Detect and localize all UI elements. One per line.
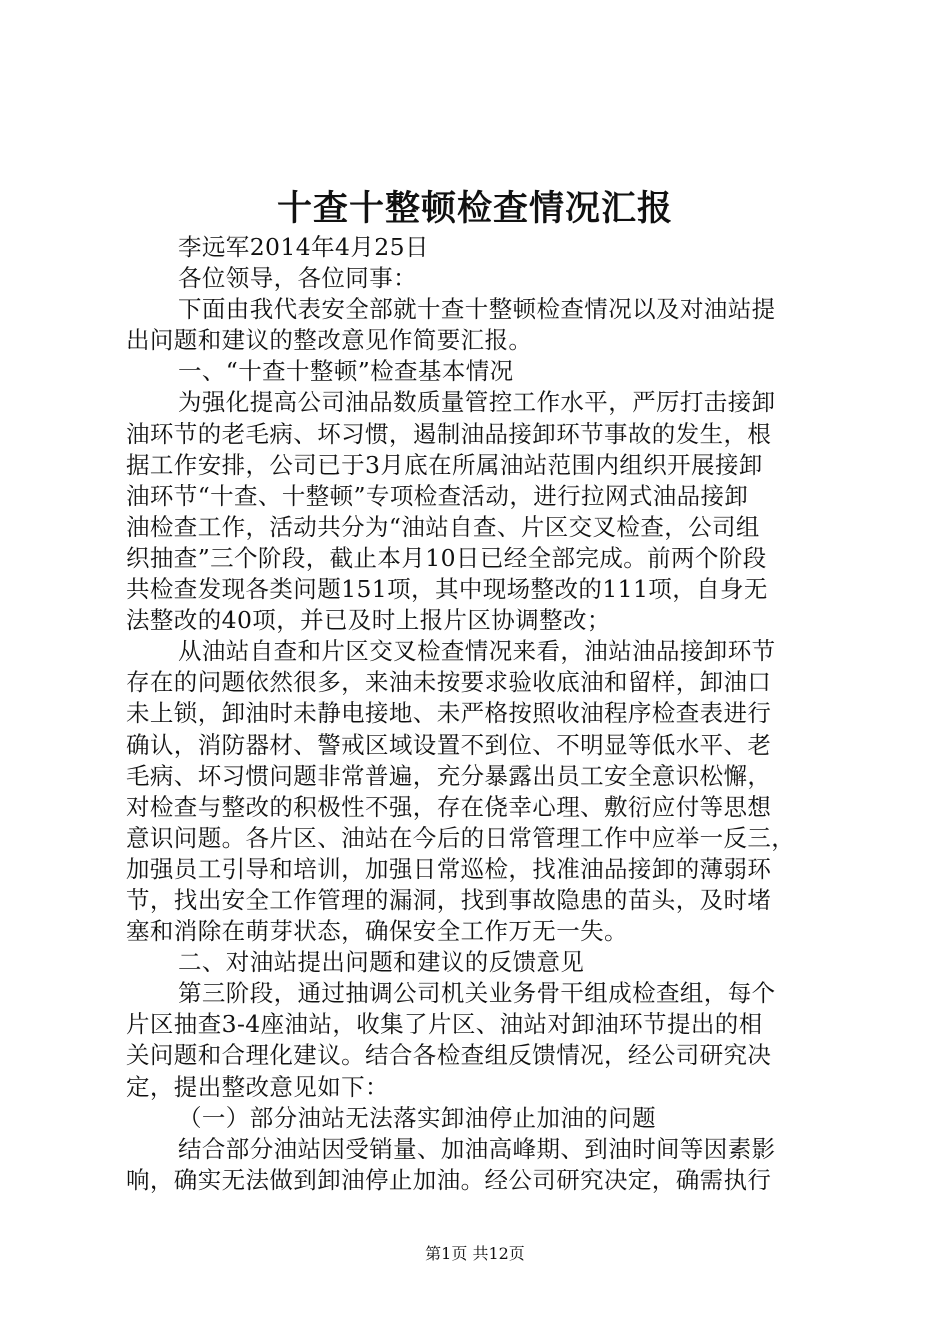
text-line: 结合部分油站因受销量、加油高峰期、到油时间等因素影 <box>178 1134 776 1163</box>
text-line: 油环节的老毛病、坏习惯，遏制油品接卸环节事故的发生，根 <box>126 419 772 448</box>
text-line: 对检查与整改的积极性不强，存在侥幸心理、敷衍应付等思想 <box>126 792 772 821</box>
text-line: 未上锁，卸油时未静电接地、未严格按照收油程序检查表进行 <box>126 699 772 728</box>
text-line: 李远军2014年4月25日 <box>178 233 429 261</box>
text-line: （一）部分油站无法落实卸油停止加油的问题 <box>178 1103 656 1132</box>
text-line: 从油站自查和片区交叉检查情况来看，油站油品接卸环节 <box>178 637 776 666</box>
text-line: 片区抽查3-4座油站，收集了片区、油站对卸油环节提出的相 <box>126 1010 763 1039</box>
text-line: 第三阶段，通过抽调公司机关业务骨干组成检查组，每个 <box>178 979 776 1008</box>
text-line: 一、“十查十整顿”检查基本情况 <box>178 357 514 386</box>
text-line: 各位领导，各位同事： <box>178 264 417 293</box>
text-line: 加强员工引导和培训，加强日常巡检，找准油品接卸的薄弱环 <box>126 854 772 883</box>
text-line: 二、对油站提出问题和建议的反馈意见 <box>178 948 585 977</box>
text-line: 确认，消防器材、警戒区域设置不到位、不明显等低水平、老 <box>126 730 772 759</box>
text-line: 定，提出整改意见如下： <box>126 1072 389 1101</box>
text-line: 共检查发现各类问题151项，其中现场整改的111项，自身无 <box>126 575 768 604</box>
text-line: 毛病、坏习惯问题非常普遍，充分暴露出员工安全意识松懈， <box>126 761 772 790</box>
text-line: 响，确实无法做到卸油停止加油。经公司研究决定，确需执行 <box>126 1165 772 1194</box>
text-line: 据工作安排，公司已于3月底在所属油站范围内组织开展接卸 <box>126 450 763 479</box>
text-line: 为强化提高公司油品数质量管控工作水平，严厉打击接卸 <box>178 388 776 417</box>
text-line: 节，找出安全工作管理的漏洞，找到事故隐患的苗头，及时堵 <box>126 885 772 914</box>
page-footer: 第1页 共12页 <box>425 1244 525 1263</box>
text-line: 织抽查”三个阶段，截止本月10日已经全部完成。前两个阶段 <box>126 543 767 572</box>
text-line: 法整改的40项，并已及时上报片区协调整改； <box>126 606 611 635</box>
document-body <box>126 232 836 1196</box>
text-line: 出问题和建议的整改意见作简要汇报。 <box>126 326 533 355</box>
text-line: 存在的问题依然很多，来油未按要求验收底油和留样，卸油口 <box>126 668 772 697</box>
text-line: 油检查工作，活动共分为“油站自查、片区交叉检查，公司组 <box>126 512 760 541</box>
text-line: 油环节“十查、十整顿”专项检查活动，进行拉网式油品接卸 <box>126 481 749 510</box>
text-line: 塞和消除在萌芽状态，确保安全工作万无一失。 <box>126 917 628 946</box>
text-line: 下面由我代表安全部就十查十整顿检查情况以及对油站提 <box>178 295 776 324</box>
text-line: 关问题和合理化建议。结合各检查组反馈情况，经公司研究决 <box>126 1041 772 1070</box>
document-title: 十查十整顿检查情况汇报 <box>276 188 673 229</box>
text-line: 意识问题。各片区、油站在今后的日常管理工作中应举一反三， <box>126 823 796 852</box>
